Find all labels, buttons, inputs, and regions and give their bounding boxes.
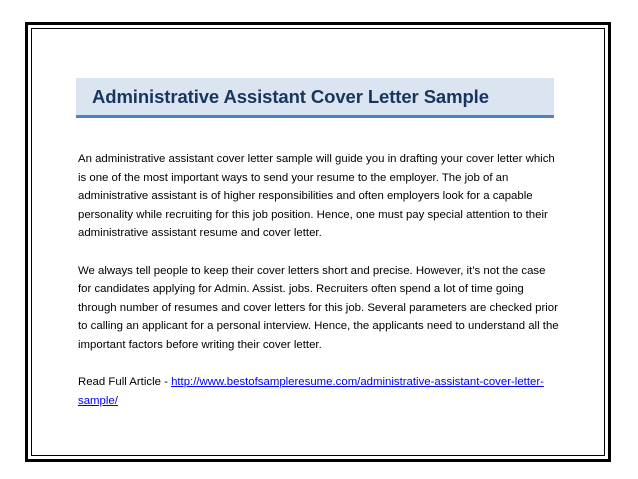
read-more-label: Read Full Article - (78, 376, 172, 389)
page-title: Administrative Assistant Cover Letter Sample (92, 85, 489, 107)
text-line: through number of resumes and cover letters for this job. Several parameters are checked prior (78, 301, 558, 314)
text-line: important factors before writing their cover letter. (78, 338, 322, 351)
read-more-line (78, 392, 568, 411)
article-link-continuation[interactable]: sample/ (78, 394, 118, 407)
title-banner (76, 78, 554, 118)
article-link[interactable]: http://www.bestofsampleresume.com/administrative-assistant-cover-letter- (171, 376, 544, 389)
text-line: is one of the most important ways to send your resume to the employer. The job of an (78, 171, 509, 184)
text-line: administrative assistant is of higher responsibilities and often employers look for a capable (78, 190, 533, 203)
text-line: personality while recruiting for this job position. Hence, one must pay special attention to their (78, 208, 548, 221)
text-line: for candidates applying for Admin. Assist. jobs. Recruiters often spend a lot of time going (78, 283, 524, 296)
text-line: to calling an applicant for a personal interview. Hence, the applicants need to understand all the (78, 320, 559, 333)
paragraph-advice (78, 262, 568, 355)
text-line: An administrative assistant cover letter sample will guide you in drafting your cover letter which (78, 153, 555, 165)
text-line: We always tell people to keep their cover letters short and precise. However, it’s not the case (78, 264, 546, 277)
read-more-line (78, 373, 568, 392)
read-more-paragraph (78, 373, 568, 410)
text-line: administrative assistant resume and cover letter. (78, 227, 322, 240)
paragraph-intro (78, 150, 568, 243)
article-body (78, 150, 568, 410)
